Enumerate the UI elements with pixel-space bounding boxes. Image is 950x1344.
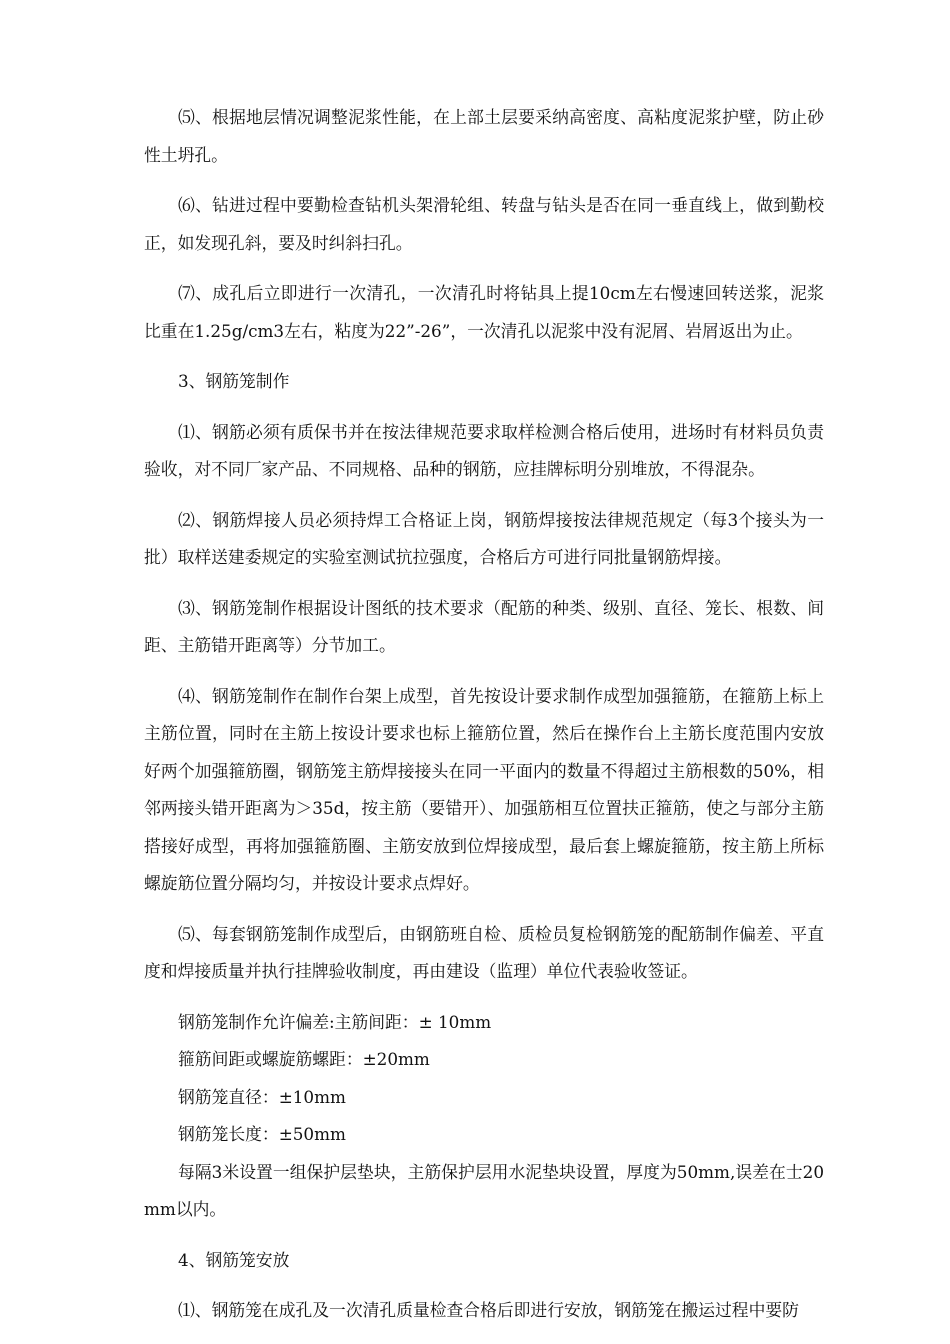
tolerance-main-bar-spacing: 钢筋笼制作允许偏差:主筋间距：± 10mm [178, 1011, 492, 1032]
tolerance-stirrup-spacing: 箍筋间距或螺旋筋螺距：±20mm [178, 1049, 430, 1069]
paragraph-section-processing: ⑶、钢筋笼制作根据设计图纸的技术要求（配筋的种类、级别、直径、笼长、根数、间距、主筋错开距离等）分节加工。 [144, 597, 824, 655]
section-heading-cage-fabrication: 3、钢筋笼制作 [178, 371, 290, 391]
paragraph-cage-inspection: ⑸、每套钢筋笼制作成型后，由钢筋班自检、质检员复检钢筋笼的配筋制作偏差、平直度和焊接质量并执行挂牌验收制度，再由建设（监理）单位代表验收签证。 [144, 923, 824, 981]
tolerance-cage-diameter: 钢筋笼直径：±10mm [178, 1086, 346, 1107]
paragraph-cover-blocks: 每隔3米设置一组保护层垫块，主筋保护层用水泥垫块设置，厚度为50mm,误差在士20mm以内。 [144, 1161, 824, 1219]
paragraph-drill-check: ⑹、钻进过程中要勤检查钻机头架滑轮组、转盘与钻头是否在同一垂直线上，做到勤校正，如发现孔斜，要及时纠斜扫孔。 [144, 195, 824, 253]
paragraph-cage-forming: ⑷、钢筋笼制作在制作台架上成型，首先按设计要求制作成型加强箍筋，在箍筋上标上主筋位置，同时在主筋上按设计要求也标上箍筋位置，然后在操作台上主筋长度范围内安放好两个加强箍筋圈，钢筋笼主筋焊接接头在同一平面内的数量不得超过主筋根数的50%，相邻两接头错开距离为＞35d，按主筋（要错开）、加强筋相互位置扶正箍筋，使之与部分主筋搭接好成型，再将加强箍筋圈、主筋安放到位焊接成型，最后套上螺旋箍筋，按主筋上所标螺旋筋位置分隔均匀，并按设计要求点焊好。 [144, 685, 824, 893]
section-heading-cage-placement: 4、钢筋笼安放 [178, 1249, 290, 1270]
paragraph-mud-performance: ⑸、根据地层情况调整泥浆性能，在上部土层要采纳高密度、高粘度泥浆护壁，防止砂性土坍孔。 [144, 107, 824, 165]
paragraph-rebar-certificate: ⑴、钢筋必须有质保书并在按法律规范要求取样检测合格后使用，进场时有材料员负责验收，对不同厂家产品、不同规格、品种的钢筋，应挂牌标明分别堆放，不得混杂。 [144, 421, 824, 479]
paragraph-cage-placement: ⑴、钢筋笼在成孔及一次清孔质量检查合格后即进行安放，钢筋笼在搬运过程中要防 [178, 1300, 799, 1320]
tolerance-cage-length: 钢筋笼长度：±50mm [178, 1124, 346, 1144]
paragraph-first-cleaning: ⑺、成孔后立即进行一次清孔，一次清孔时将钻具上提10cm左右慢速回转送浆，泥浆比重在1.25g/cm3左右，粘度为22”-26”，一次清孔以泥浆中没有泥屑、岩屑返出为止。 [144, 283, 824, 341]
document-page [144, 99, 824, 1343]
paragraph-welding-staff: ⑵、钢筋焊接人员必须持焊工合格证上岗，钢筋焊接按法律规范规定（每3个接头为一批）取样送建委规定的实验室测试抗拉强度，合格后方可进行同批量钢筋焊接。 [144, 509, 824, 567]
